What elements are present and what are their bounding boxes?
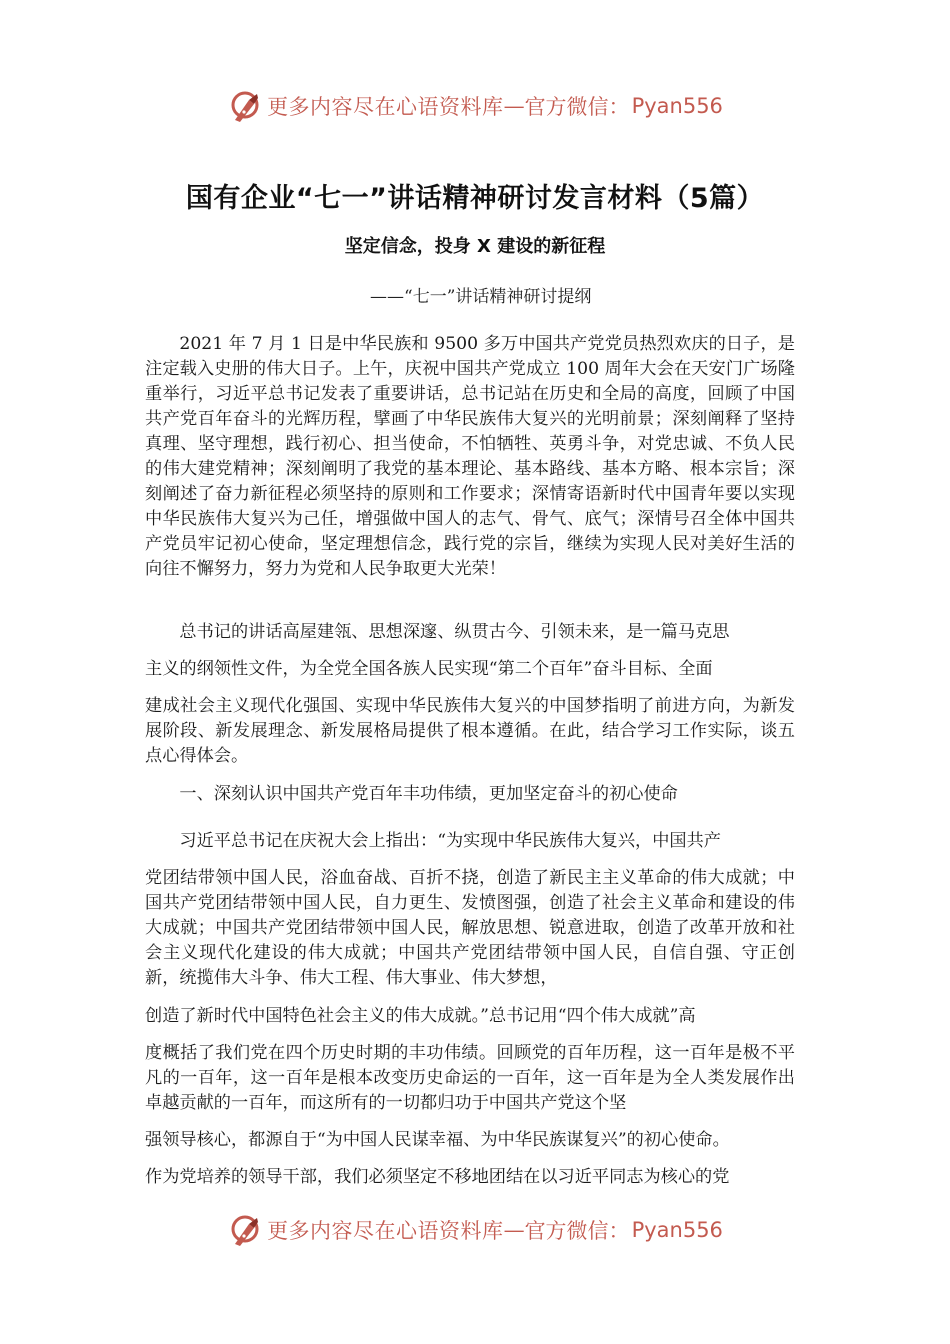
header-watermark-banner	[0, 86, 950, 126]
footer-watermark-banner	[0, 1210, 950, 1250]
body-paragraph: 建成社会主义现代化强国、实现中华民族伟大复兴的中国梦指明了前进方向，为新发展阶段、新发展理念、新发展格局提供了根本遵循。在此，结合学习工作实际，谈五点心得体会。	[145, 696, 795, 766]
banner-wechat-id: Pyan556	[631, 94, 723, 118]
paragraph-quote-body-wrap	[145, 866, 795, 991]
body-paragraph: 总书记的讲话高屋建瓴、思想深邃、纵贯古今、引领未来，是一篇马克思	[179, 622, 730, 642]
paragraph-core-wrap	[145, 1128, 795, 1153]
paragraph-quote-line1-wrap	[145, 829, 795, 854]
document-byline: ——“七一”讲话精神研讨提纲	[370, 287, 592, 307]
paragraph-summary-line1-wrap	[145, 620, 795, 645]
document-title: 国有企业“七一”讲话精神研讨发言材料（5篇）	[185, 183, 765, 214]
body-paragraph: 作为党培养的领导干部，我们必须坚定不移地团结在以习近平同志为核心的党	[145, 1167, 730, 1187]
body-paragraph: 2021 年 7 月 1 日是中华民族和 9500 多万中国共产党党员热烈欢庆的日子，是注定载入史册的伟大日子。上午，庆祝中国共产党成立 100 周年大会在天安门广场隆重举行，习近平总书记发表了重要讲话，总书记站在历史和全局的高度，回顾了中国共产党百年奋斗的光辉历程，擘画了中华民族伟大复兴的光明前景；深刻阐释了坚持真理、坚守理想，践行初心、担当使命，不怕牺牲、英勇斗争，对党忠诚、不负人民的伟大建党精神；深刻阐明了我党的基本理论、基本路线、基本方略、根本宗旨；深刻阐述了奋力新征程必须坚持的原则和工作要求；深情寄语新时代中国青年要以实现中华民族伟大复兴为己任，增强做中国人的志气、骨气、底气；深情号召全体中国共产党员牢记初心使命，坚定理想信念，践行党的宗旨，继续为实现人民对美好生活的向往不懈努力，努力为党和人民争取更大光荣！	[145, 334, 795, 579]
section-heading-wrap	[145, 782, 795, 807]
paragraph-summary-rest-wrap	[145, 694, 795, 769]
paragraph-history-wrap	[145, 1041, 795, 1116]
body-paragraph: 强领导核心，都源自于“为中国人民谋幸福、为中华民族谋复兴”的初心使命。	[145, 1130, 730, 1150]
banner-wechat-label: 官方微信：	[524, 95, 630, 119]
paragraph-cadre-wrap	[145, 1165, 795, 1190]
paragraph-intro	[145, 332, 795, 582]
pen-nib-logo-icon	[227, 88, 263, 124]
banner-slogan: 更多内容尽在心语资料库	[267, 1219, 504, 1243]
body-paragraph: 主义的纲领性文件，为全党全国各族人民实现“第二个百年”奋斗目标、全面	[145, 659, 713, 679]
document-subtitle: 坚定信念，投身 X 建设的新征程	[344, 236, 606, 257]
paragraph-summary-line2-wrap	[145, 657, 795, 682]
body-paragraph: 度概括了我们党在四个历史时期的丰功伟绩。回顾党的百年历程，这一百年是极不平凡的一百年，这一百年是根本改变历史命运的一百年，这一百年是为全人类发展作出卓越贡献的一百年，而这所有的一切都归功于中国共产党这个坚	[145, 1043, 795, 1113]
banner-slogan: 更多内容尽在心语资料库	[267, 95, 504, 119]
body-paragraph: 习近平总书记在庆祝大会上指出：“为实现中华民族伟大复兴，中国共产	[179, 831, 721, 851]
banner-separator: —	[503, 94, 525, 118]
paragraph-quote-end-wrap	[145, 1004, 795, 1029]
pen-nib-logo-icon	[227, 1212, 263, 1248]
banner-wechat-label: 官方微信：	[524, 1219, 630, 1243]
section-heading-one: 一、深刻认识中国共产党百年丰功伟绩，更加坚定奋斗的初心使命	[179, 784, 678, 804]
banner-wechat-id: Pyan556	[631, 1218, 723, 1242]
body-paragraph: 党团结带领中国人民，浴血奋战、百折不挠，创造了新民主主义革命的伟大成就；中国共产党团结带领中国人民，自力更生、发愤图强，创造了社会主义革命和建设的伟大成就；中国共产党团结带领中国人民，解放思想、锐意进取，创造了改革开放和社会主义现代化建设的伟大成就；中国共产党团结带领中国人民，自信自强、守正创新，统揽伟大斗争、伟大工程、伟大事业、伟大梦想，	[145, 868, 795, 988]
body-paragraph: 创造了新时代中国特色社会主义的伟大成就。”总书记用“四个伟大成就”高	[145, 1006, 696, 1026]
banner-separator: —	[503, 1218, 525, 1242]
